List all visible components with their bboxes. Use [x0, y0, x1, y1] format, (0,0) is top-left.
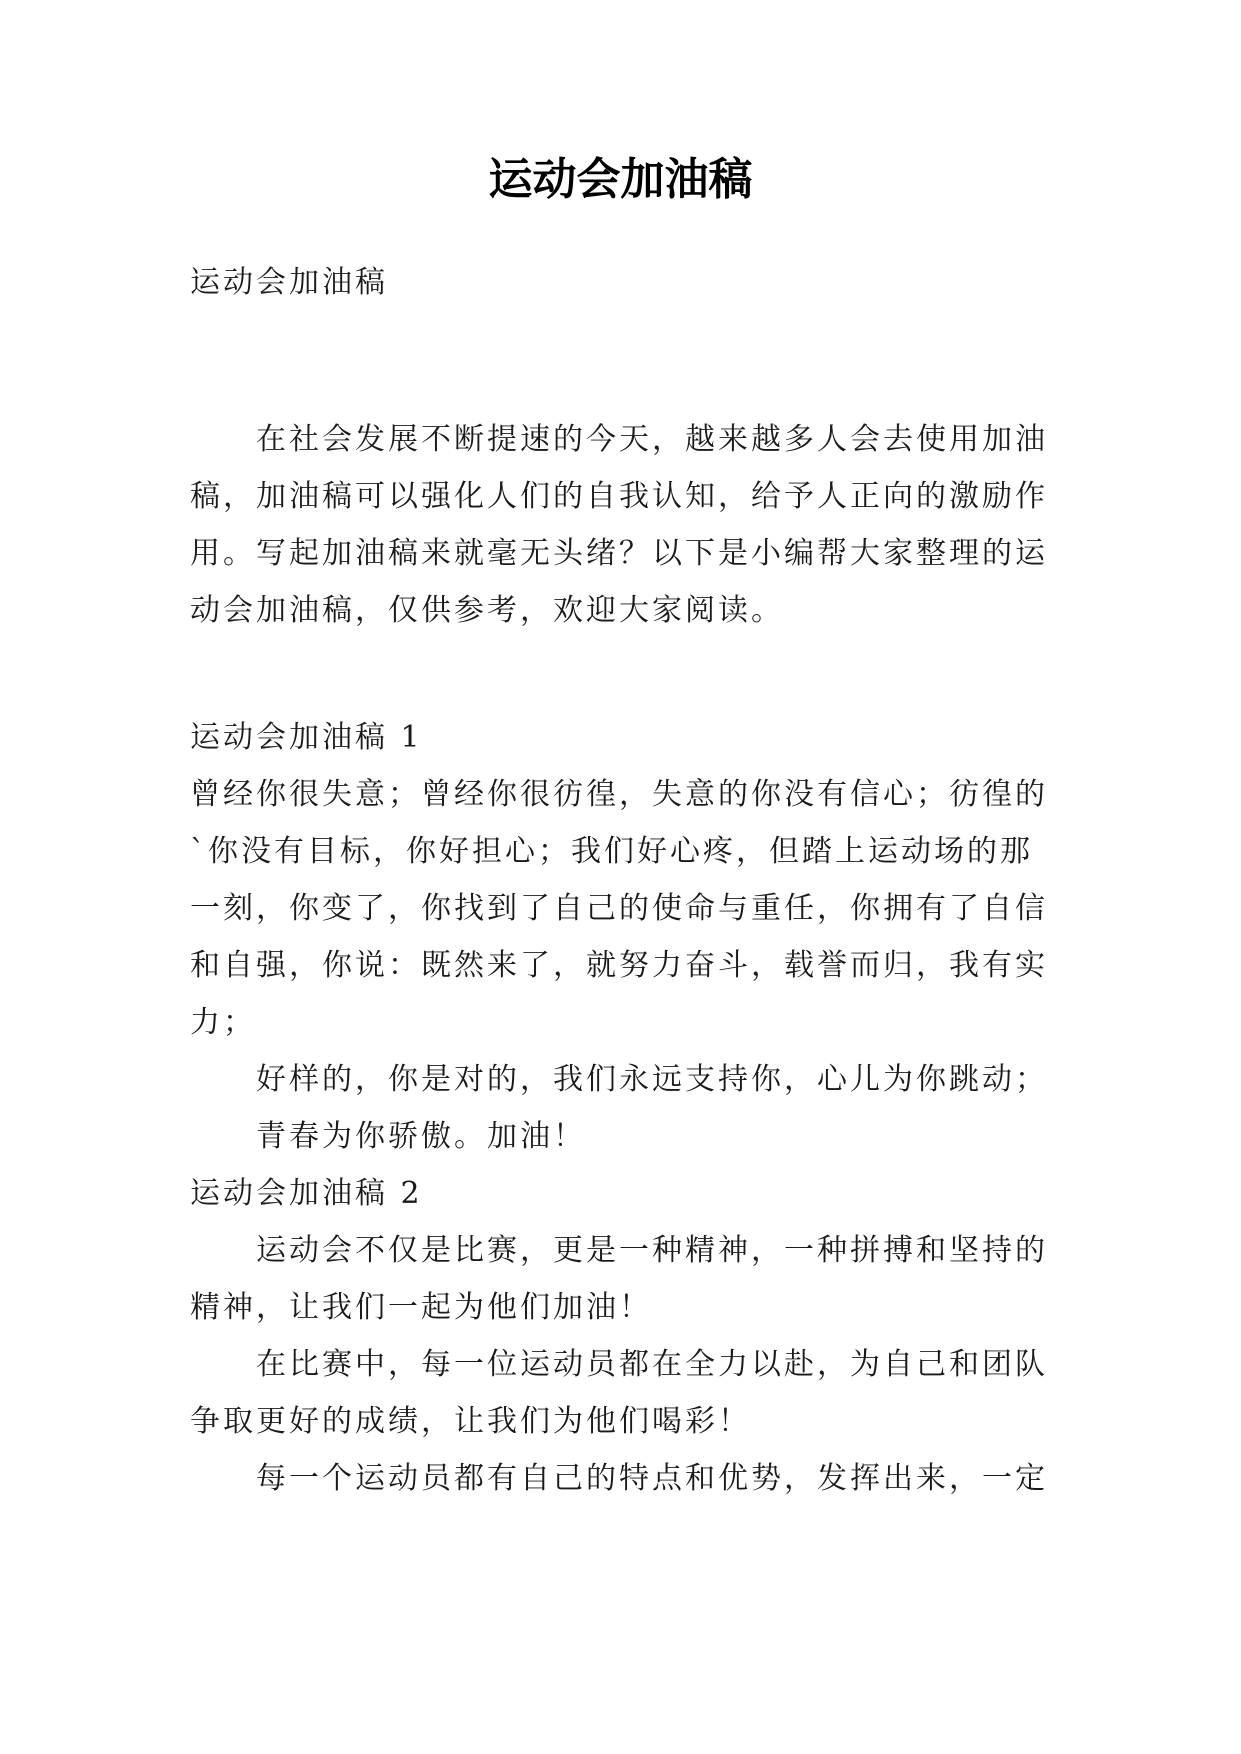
section1-para1-line: `你没有目标，你好担心；我们好心疼，但踏上运动场的那 — [190, 834, 1033, 869]
document-title: 运动会加油稿 — [488, 154, 753, 205]
section1-para2-line: 青春为你骄傲。加油！ — [256, 1119, 586, 1154]
section2-para2-line: 争取更好的成绩，让我们为他们喝彩！ — [190, 1404, 751, 1439]
section1-para2-line: 好样的，你是对的，我们永远支持你，心儿为你跳动； — [256, 1062, 1048, 1097]
section2-para3-line: 每一个运动员都有自己的特点和优势，发挥出来，一定 — [256, 1461, 1048, 1496]
section1-para1-line: 力； — [190, 1005, 256, 1040]
section1-para1-line: 曾经你很失意；曾经你很彷徨，失意的你没有信心；彷徨的 — [190, 777, 1048, 812]
section1-para1-line: 和自强，你说：既然来了，就努力奋斗，载誉而归，我有实 — [190, 948, 1048, 983]
intro-line: 用。写起加油稿来就毫无头绪？以下是小编帮大家整理的运 — [190, 536, 1048, 571]
subtitle: 运动会加油稿 — [190, 265, 388, 300]
section2-para1-line: 精神，让我们一起为他们加油！ — [190, 1290, 652, 1325]
section2-para1-line: 运动会不仅是比赛，更是一种精神，一种拼搏和坚持的 — [256, 1233, 1048, 1268]
section-heading-2: 运动会加油稿 2 — [190, 1176, 423, 1211]
section2-para2-line: 在比赛中，每一位运动员都在全力以赴，为自己和团队 — [256, 1347, 1048, 1382]
intro-line: 在社会发展不断提速的今天，越来越多人会去使用加油 — [256, 422, 1048, 457]
intro-line: 动会加油稿，仅供参考，欢迎大家阅读。 — [190, 593, 784, 628]
intro-line: 稿，加油稿可以强化人们的自我认知，给予人正向的激励作 — [190, 479, 1048, 514]
section1-para1-line: 一刻，你变了，你找到了自己的使命与重任，你拥有了自信 — [190, 891, 1048, 926]
section-heading-1: 运动会加油稿 1 — [190, 720, 423, 755]
